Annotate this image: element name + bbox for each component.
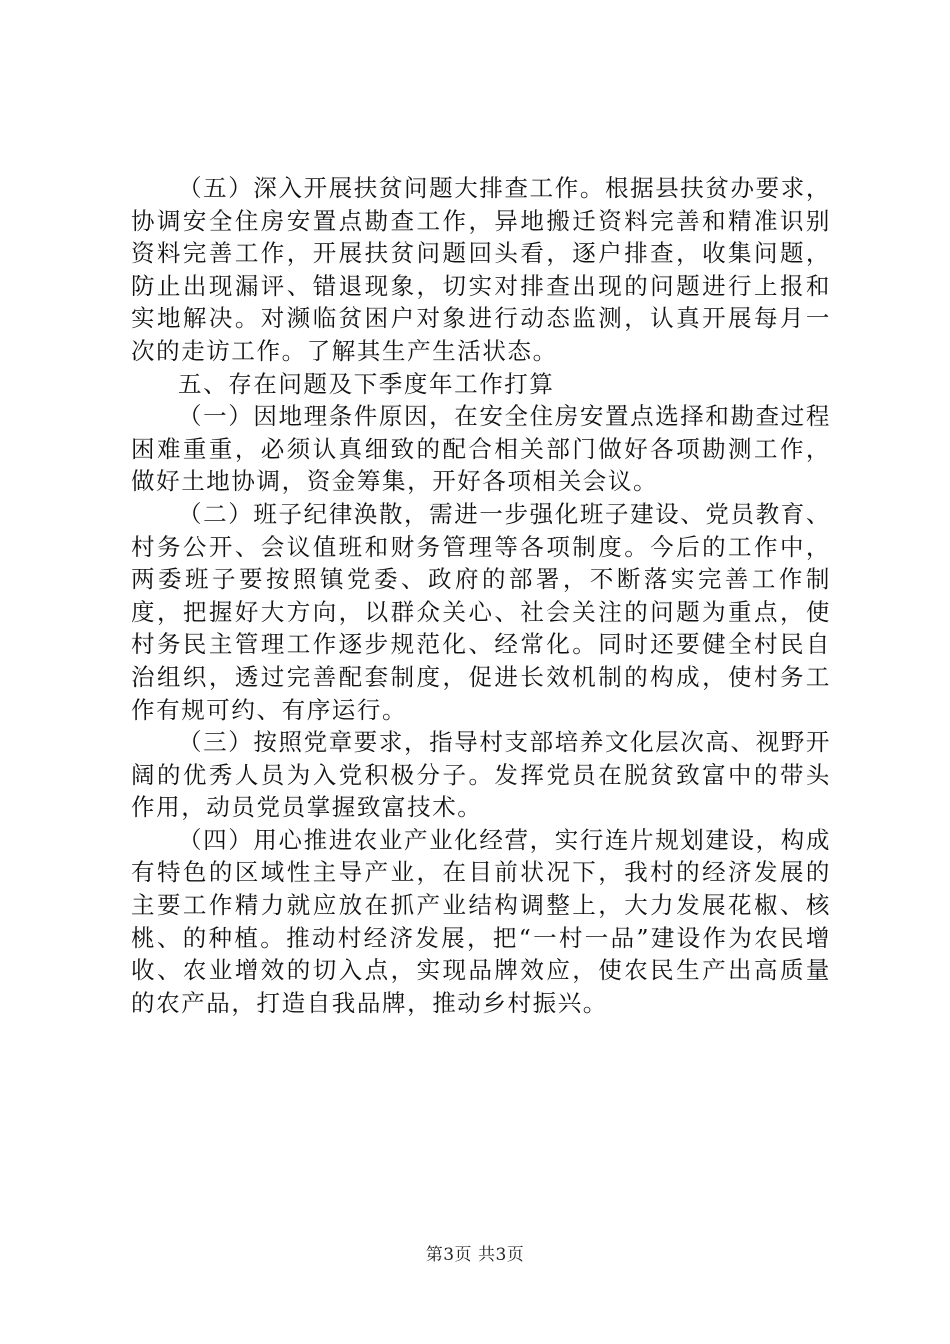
section-heading: 五、存在问题及下季度年工作打算 bbox=[178, 369, 555, 398]
paragraph-item-five: （五）深入开展扶贫问题大排查工作。根据县扶贫办要求，协调安全住房安置点勘查工作，异地搬迁资料完善和精准识别资料完善工作，开展扶贫问题回头看，逐户排查，收集问题，防止出现漏评、错退现象，切实对排查出现的问题进行上报和实地解决。对濒临贫困户对象进行动态监测，认真开展每月一次的走访工作。了解其生产生活状态。 bbox=[131, 174, 831, 365]
plan-paragraph-four: （四）用心推进农业产业化经营，实行连片规划建设，构成有特色的区域性主导产业，在目前状况下，我村的经济发展的主要工作精力就应放在抓产业结构调整上，大力发展花椒、核桃、的种植。推动村经济发展，把“一村一品”建设作为农民增收、农业增效的切入点，实现品牌效应，使农民生产出高质量的农产品，打造自我品牌，推动乡村振兴。 bbox=[131, 825, 831, 1017]
plan-paragraph-three: （三）按照党章要求，指导村支部培养文化层次高、视野开阔的优秀人员为入党积极分子。发挥党员在脱贫致富中的带头作用，动员党员掌握致富技术。 bbox=[131, 728, 831, 822]
page-footer: 第3页 共3页 bbox=[425, 1245, 525, 1265]
plan-paragraph-one: （一）因地理条件原因，在安全住房安置点选择和勘查过程困难重重，必须认真细致的配合相关部门做好各项勘测工作，做好土地协调，资金筹集，开好各项相关会议。 bbox=[131, 402, 831, 496]
plan-paragraph-two: （二）班子纪律涣散，需进一步强化班子建设、党员教育、村务公开、会议值班和财务管理等各项制度。今后的工作中，两委班子要按照镇党委、政府的部署，不断落实完善工作制度，把握好大方向，以群众关心、社会关注的问题为重点，使村务民主管理工作逐步规范化、经常化。同时还要健全村民自治组织，透过完善配套制度，促进长效机制的构成，使村务工作有规可约、有序运行。 bbox=[131, 499, 831, 724]
document-body bbox=[131, 172, 831, 1019]
